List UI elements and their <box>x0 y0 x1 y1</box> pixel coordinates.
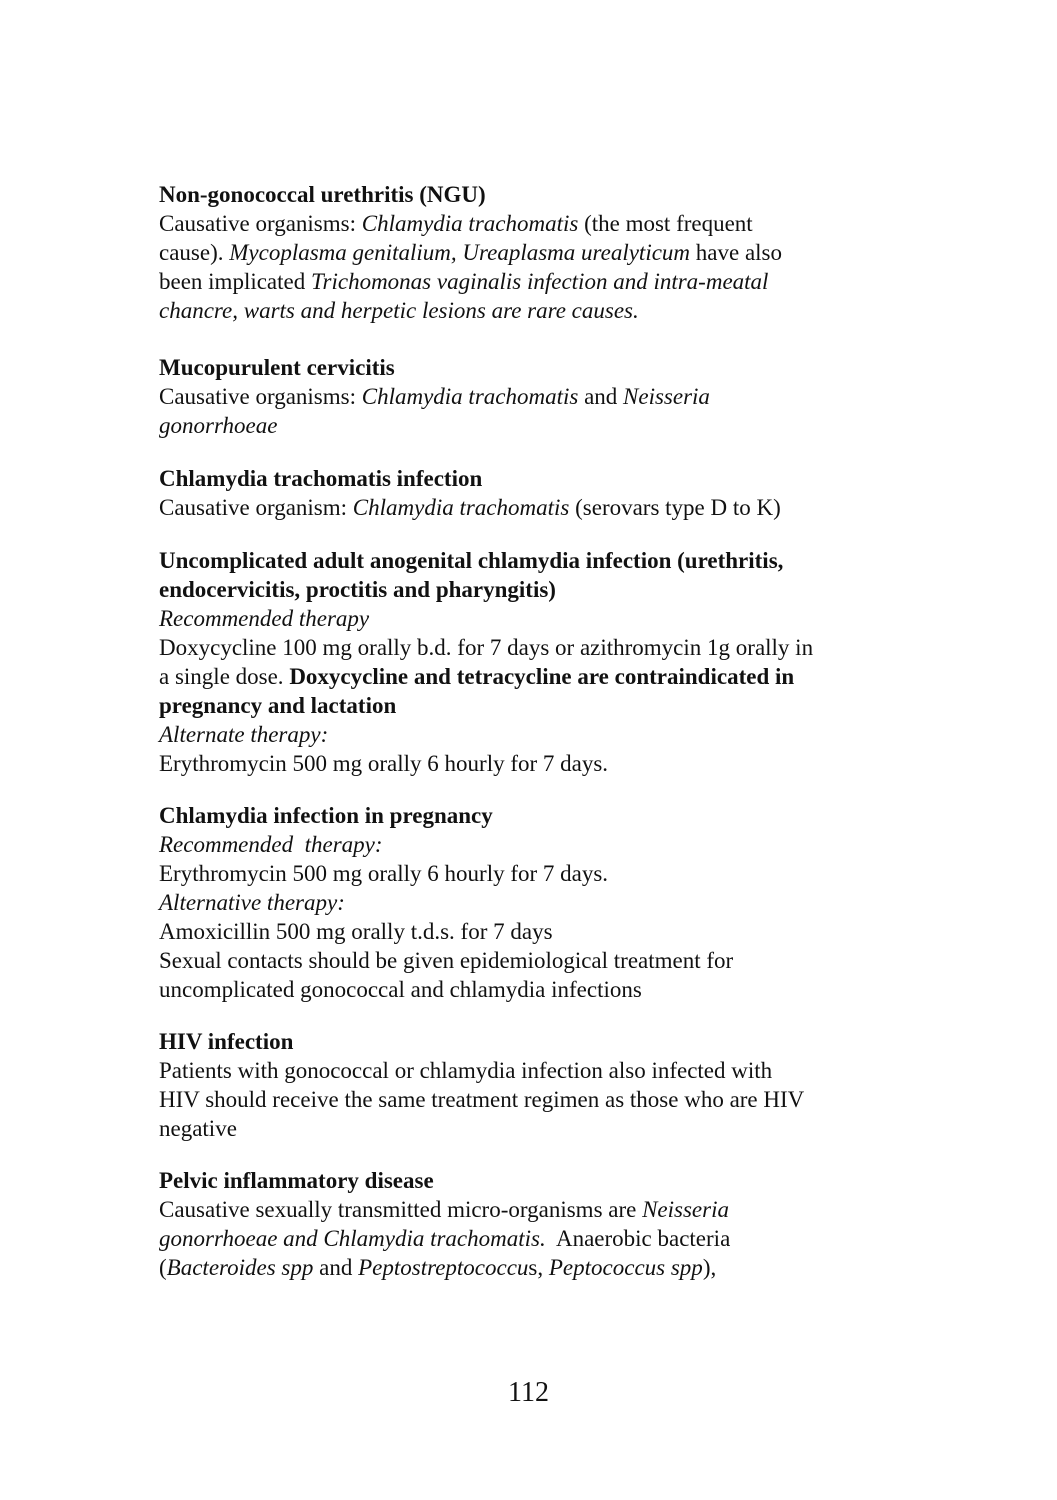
text: ( <box>159 1255 167 1280</box>
mpc-line-1 <box>159 382 889 411</box>
cip-line-1: Erythromycin 500 mg orally 6 hourly for 7 days. <box>159 861 609 886</box>
text: Causative organisms: <box>159 211 362 236</box>
alternate-therapy-label: Alternate therapy: <box>159 722 329 747</box>
cip-line-2: Amoxicillin 500 mg orally t.d.s. for 7 days <box>159 919 553 944</box>
text: Causative organisms: <box>159 384 362 409</box>
text: Causative organism: <box>159 495 353 520</box>
text: (the most frequent <box>578 211 753 236</box>
organism-name: Peptococcus spp <box>548 1255 703 1280</box>
ngu-line-1 <box>159 209 889 238</box>
heading-chlamydia-trachomatis-infection: Chlamydia trachomatis infection <box>159 466 483 491</box>
text: (serovars type D to K) <box>569 495 781 520</box>
warning-text: Doxycycline and tetracycline are contraindicated in <box>289 664 795 689</box>
recommended-therapy-label: Recommended therapy <box>159 606 370 631</box>
document-body <box>159 180 889 1282</box>
uaci-line-1: Doxycycline 100 mg orally b.d. for 7 days or azithromycin 1g orally in <box>159 635 814 660</box>
cip-line-3: Sexual contacts should be given epidemiological treatment for <box>159 948 734 973</box>
hiv-line-1: Patients with gonococcal or chlamydia infection also infected with <box>159 1058 773 1083</box>
pid-line-3 <box>159 1253 889 1282</box>
ngu-line-3 <box>159 267 889 296</box>
text: been implicated <box>159 269 311 294</box>
ngu-line-4: chancre, warts and herpetic lesions are rare causes. <box>159 298 639 323</box>
uaci-line-2 <box>159 662 889 691</box>
organism-name: Chlamydia trachomatis <box>361 211 579 236</box>
organism-name: Mycoplasma genitalium, Ureaplasma urealyticum <box>229 240 691 265</box>
mpc-line-2: gonorrhoeae <box>159 413 278 438</box>
heading-pelvic-inflammatory-disease: Pelvic inflammatory disease <box>159 1168 434 1193</box>
organism-name: gonorrhoeae and Chlamydia trachomatis. <box>159 1226 546 1251</box>
ct-line-1 <box>159 493 889 522</box>
hiv-line-2: HIV should receive the same treatment regimen as those who are HIV <box>159 1087 805 1112</box>
italic-text: Trichomonas vaginalis infection and intra-meatal <box>311 269 769 294</box>
heading-uncomplicated-infection-cont: endocervicitis, proctitis and pharyngitis) <box>159 577 556 602</box>
hiv-line-3: negative <box>159 1116 237 1141</box>
text: s, <box>528 1255 549 1280</box>
pid-line-1 <box>159 1195 889 1224</box>
text: cause). <box>159 240 230 265</box>
text: ), <box>702 1255 717 1280</box>
organism-name: Neisseria <box>623 384 710 409</box>
text: and <box>313 1255 359 1280</box>
heading-uncomplicated-infection: Uncomplicated adult anogenital chlamydia infection (urethritis, <box>159 548 784 573</box>
organism-name: Neisseria <box>642 1197 729 1222</box>
cip-line-4: uncomplicated gonococcal and chlamydia infections <box>159 977 642 1002</box>
organism-name: Chlamydia trachomatis <box>361 384 579 409</box>
text: Causative sexually transmitted micro-organisms are <box>159 1197 643 1222</box>
recommended-therapy-label: Recommended therapy: <box>159 832 383 857</box>
text: and <box>578 384 624 409</box>
pid-line-2 <box>159 1224 889 1253</box>
organism-name: Bacteroides spp <box>166 1255 314 1280</box>
heading-ngu: Non-gonococcal urethritis (NGU) <box>159 182 486 207</box>
organism-name: Chlamydia trachomatis <box>352 495 570 520</box>
alternative-therapy-label: Alternative therapy: <box>159 890 345 915</box>
text: Anaerobic bacteria <box>545 1226 731 1251</box>
page-number: 112 <box>508 1377 549 1408</box>
ngu-line-2 <box>159 238 889 267</box>
uaci-line-4: Erythromycin 500 mg orally 6 hourly for 7 days. <box>159 751 609 776</box>
heading-hiv-infection: HIV infection <box>159 1029 294 1054</box>
text: have also <box>690 240 782 265</box>
heading-mucopurulent-cervicitis: Mucopurulent cervicitis <box>159 355 395 380</box>
organism-name: Peptostreptococcu <box>358 1255 529 1280</box>
heading-chlamydia-in-pregnancy: Chlamydia infection in pregnancy <box>159 803 493 828</box>
text: a single dose. <box>159 664 290 689</box>
uaci-line-3: pregnancy and lactation <box>159 693 397 718</box>
